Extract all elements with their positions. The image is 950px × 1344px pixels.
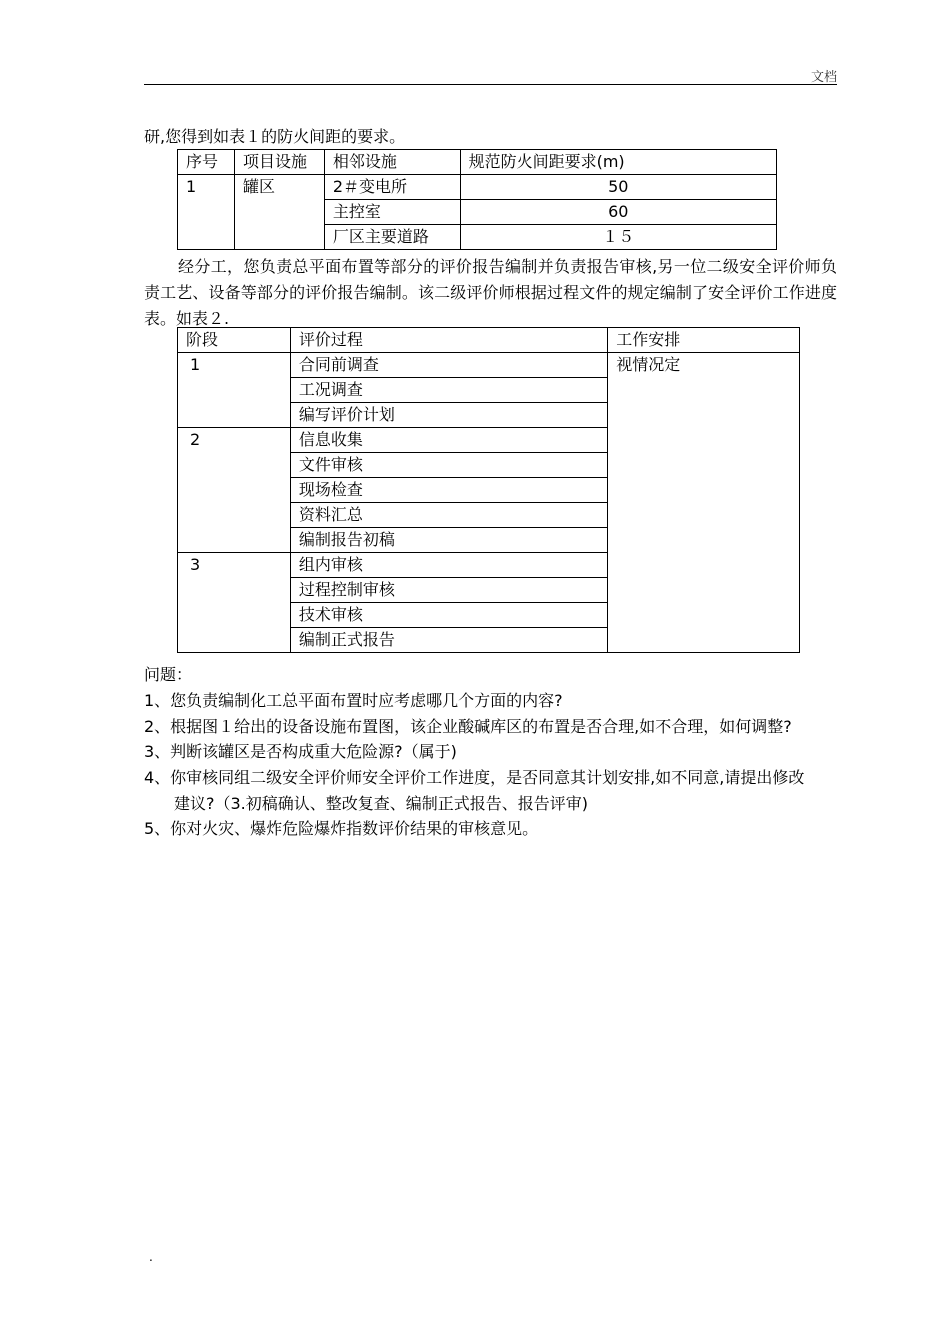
- table-row: [178, 353, 800, 378]
- table-header-cell: 相邻设施: [324, 150, 460, 175]
- step-cell: 技术审核: [290, 603, 607, 628]
- step-cell: 合同前调查: [290, 353, 607, 378]
- question-1: 1、您负责编制化工总平面布置时应考虑哪几个方面的内容?: [144, 691, 563, 710]
- step-cell: 编制报告初稿: [290, 528, 607, 553]
- question-5: 5、你对火灾、爆炸危险爆炸指数评价结果的审核意见。: [144, 819, 539, 838]
- step-cell: 现场检查: [290, 478, 607, 503]
- facility-cell: 厂区主要道路: [324, 225, 460, 250]
- body-paragraph: 经分工，您负责总平面布置等部分的评价报告编制并负责报告审核,另一位二级安全评价师负责工艺、设备等部分的评价报告编制。该二级评价师根据过程文件的规定编制了安全评价工作进度表。如表２.: [144, 257, 837, 328]
- step-cell: 资料汇总: [290, 503, 607, 528]
- question-3: 3、判断该罐区是否构成重大危险源?（属于): [144, 742, 457, 761]
- table-header-row: [178, 150, 777, 175]
- distance-cell: 50: [460, 175, 776, 200]
- step-cell: 过程控制审核: [290, 578, 607, 603]
- stage-cell: 3: [178, 553, 291, 653]
- table-row: [178, 175, 777, 200]
- table-header-cell: 阶段: [178, 328, 291, 353]
- step-cell: 组内审核: [290, 553, 607, 578]
- schedule-table: [177, 327, 800, 653]
- step-cell: 编制正式报告: [290, 628, 607, 653]
- seq-cell: 1: [178, 175, 235, 250]
- question-4: [144, 765, 837, 817]
- distance-cell: 60: [460, 200, 776, 225]
- header-label: 文档: [810, 70, 837, 85]
- facility-cell: 主控室: [324, 200, 460, 225]
- header-rule: [144, 84, 837, 85]
- question-4-line1: 4、你审核同组二级安全评价师安全评价工作进度，是否同意其计划安排,如不同意,请提出修改: [144, 768, 805, 787]
- arrangement-cell: 视情况定: [608, 353, 800, 653]
- footer-dot: .: [149, 1250, 153, 1264]
- table-header-cell: 工作安排: [608, 328, 800, 353]
- step-cell: 信息收集: [290, 428, 607, 453]
- table-header-cell: 项目设施: [234, 150, 324, 175]
- intro-line: 研,您得到如表１的防火间距的要求。: [144, 127, 406, 146]
- table-header-cell: 规范防火间距要求(m): [460, 150, 776, 175]
- table-header-row: [178, 328, 800, 353]
- questions-label: 问题：: [144, 665, 193, 684]
- step-cell: 文件审核: [290, 453, 607, 478]
- fire-distance-table: [177, 149, 777, 250]
- question-2: 2、根据图１给出的设备设施布置图，该企业酸碱库区的布置是否合理,如不合理，如何调整?: [144, 717, 792, 736]
- step-cell: 编写评价计划: [290, 403, 607, 428]
- step-cell: 工况调查: [290, 378, 607, 403]
- question-4-line2: 建议?（3.初稿确认、整改复查、编制正式报告、报告评审): [174, 794, 589, 813]
- item-cell: 罐区: [234, 175, 324, 250]
- facility-cell: 2＃变电所: [324, 175, 460, 200]
- table-header-cell: 序号: [178, 150, 235, 175]
- stage-cell: 1: [178, 353, 291, 428]
- distance-cell: １５: [460, 225, 776, 250]
- stage-cell: 2: [178, 428, 291, 553]
- table-header-cell: 评价过程: [290, 328, 607, 353]
